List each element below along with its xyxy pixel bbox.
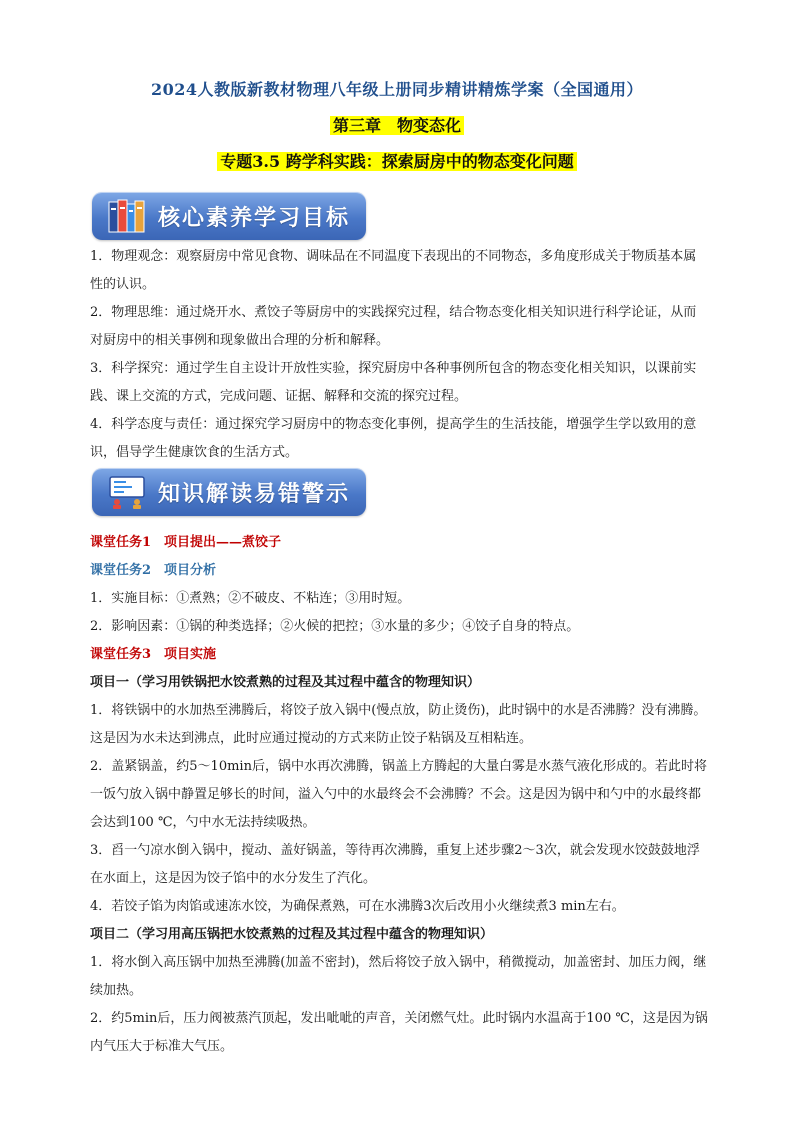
document-title: 2024人教版新教材物理八年级上册同步精讲精炼学案（全国通用） (150, 80, 644, 99)
objective-item: 1．物理观念：观察厨房中常见食物、调味品在不同温度下表现出的不同物态，多角度形成关于物质基本属性的认识。 (90, 249, 697, 292)
objective-item: 2．物理思维：通过烧开水、煮饺子等厨房中的实践探究过程，结合物态变化相关知识进行科学论证，从而对厨房中的相关事例和现象做出合理的分析和解释。 (90, 305, 697, 348)
analysis-item: 2．影响因素：①锅的种类选择；②火候的把控；③水量的多少；④饺子自身的特点。 (90, 619, 580, 634)
classroom-icon (104, 472, 150, 512)
project-1-item: 3．舀一勺凉水倒入锅中，搅动、盖好锅盖，等待再次沸腾，重复上述步骤2～3次，就会发现水饺鼓鼓地浮在水面上，这是因为饺子馅中的水分发生了汽化。 (90, 843, 700, 886)
task-3-heading: 课堂任务3 项目实施 (90, 647, 217, 662)
chapter-heading (0, 113, 794, 136)
project-1-item: 4．若饺子馅为肉馅或速冻水饺，为确保煮熟，可在水沸腾3次后改用小火继续煮3 min左右。 (90, 899, 625, 914)
banner-title: 知识解读易错警示 (158, 481, 351, 507)
objectives-list (90, 243, 708, 467)
banner-title: 核心素养学习目标 (158, 205, 351, 231)
books-icon (104, 196, 150, 236)
project-1-item: 1．将铁锅中的水加热至沸腾后，将饺子放入锅中(慢点放，防止烫伤)，此时锅中的水是否沸腾？没有沸腾。这是因为水未达到沸点，此时应通过搅动的方式来防止饺子粘锅及互相粘连。 (90, 703, 707, 746)
section-banner-objectives (92, 192, 366, 240)
topic-heading (0, 149, 794, 172)
chapter-label: 第三章 物变态化 (330, 116, 464, 135)
project-2-title: 项目二（学习用高压锅把水饺煮熟的过程及其过程中蕴含的物理知识） (90, 927, 494, 942)
project-1-item: 2．盖紧锅盖，约5～10min后，锅中水再次沸腾，锅盖上方腾起的大量白雾是水蒸气液化形成的。若此时将一饭勺放入锅中静置足够长的时间，溢入勺中的水最终会不会沸腾？不会。这是因为锅中和勺中的水最终都会达到100 ℃，勺中水无法持续吸热。 (90, 759, 707, 830)
objective-item: 4．科学态度与责任：通过探究学习厨房中的物态变化事例，提高学生的生活技能，增强学生学以致用的意识，倡导学生健康饮食的生活方式。 (90, 417, 697, 460)
knowledge-content (90, 529, 708, 1061)
task-2-heading: 课堂任务2 项目分析 (90, 563, 217, 578)
topic-label: 专题3.5 跨学科实践：探索厨房中的物态变化问题 (217, 152, 576, 171)
objective-item: 3．科学探究：通过学生自主设计开放性实验，探究厨房中各种事例所包含的物态变化相关知识，以课前实践、课上交流的方式，完成问题、证据、解释和交流的探究过程。 (90, 361, 697, 404)
analysis-item: 1．实施目标：①煮熟；②不破皮、不粘连；③用时短。 (90, 591, 411, 606)
project-2-item: 1．将水倒入高压锅中加热至沸腾(加盖不密封)，然后将饺子放入锅中，稍微搅动，加盖密封、加压力阀，继续加热。 (90, 955, 707, 998)
project-1-title: 项目一（学习用铁锅把水饺煮熟的过程及其过程中蕴含的物理知识） (90, 675, 481, 690)
task-1-heading: 课堂任务1 项目提出——煮饺子 (90, 535, 282, 550)
project-2-item: 2．约5min后，压力阀被蒸汽顶起，发出呲呲的声音，关闭燃气灶。此时锅内水温高于100 ℃，这是因为锅内气压大于标准大气压。 (90, 1011, 708, 1054)
section-banner-knowledge (92, 468, 366, 516)
